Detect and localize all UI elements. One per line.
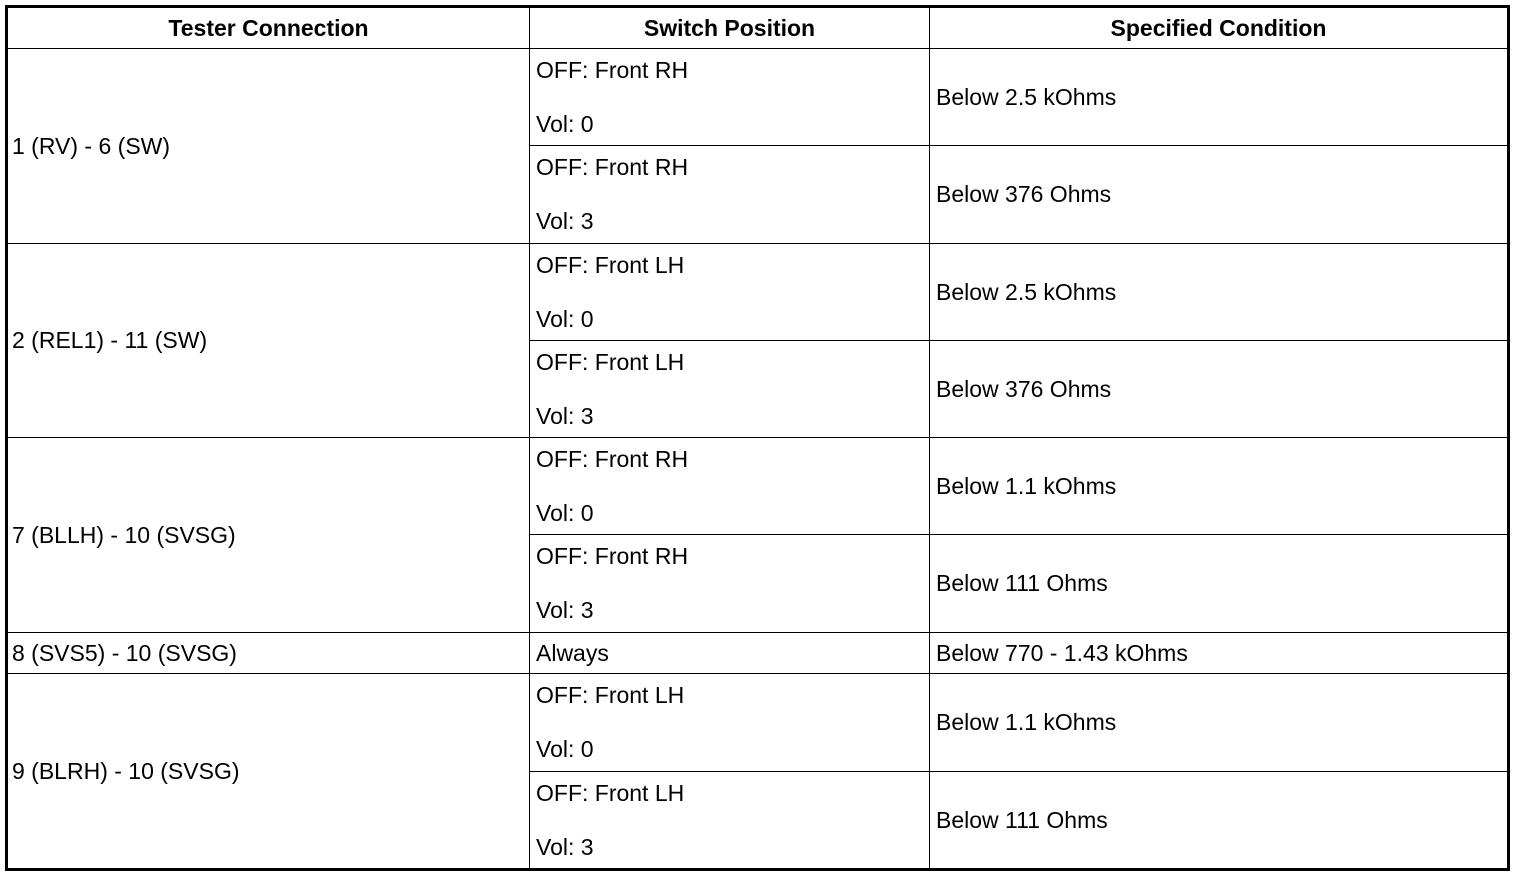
- header-tester-connection: Tester Connection: [7, 7, 530, 49]
- switch-state-text: OFF: Front LH: [536, 779, 685, 806]
- volume-text: Vol: 0: [536, 736, 594, 763]
- specified-condition-cell: Below 376 Ohms: [930, 340, 1509, 437]
- tester-connection-cell: 8 (SVS5) - 10 (SVSG): [7, 632, 530, 674]
- volume-text: Vol: 0: [536, 305, 594, 332]
- switch-position-cell: [530, 340, 930, 437]
- specified-condition-cell: Below 1.1 kOhms: [930, 674, 1509, 771]
- switch-state-text: OFF: Front RH: [536, 543, 689, 570]
- specification-table: [5, 5, 1510, 871]
- table-row: [7, 438, 1509, 535]
- specified-condition-cell: Below 770 - 1.43 kOhms: [930, 632, 1509, 674]
- volume-text: Vol: 3: [536, 208, 594, 235]
- table-row: [7, 674, 1509, 771]
- switch-state-text: OFF: Front RH: [536, 57, 689, 83]
- switch-position-cell: [530, 438, 930, 535]
- specified-condition-cell: Below 1.1 kOhms: [930, 438, 1509, 535]
- tester-connection-cell: 2 (REL1) - 11 (SW): [7, 243, 530, 438]
- volume-text: Vol: 3: [536, 597, 594, 624]
- switch-state-text: OFF: Front LH: [536, 251, 685, 278]
- tester-connection-cell: 7 (BLLH) - 10 (SVSG): [7, 438, 530, 633]
- header-row: [7, 7, 1509, 49]
- switch-position-cell: Always: [530, 632, 930, 674]
- switch-state-text: OFF: Front RH: [536, 154, 689, 181]
- switch-position-cell: [530, 535, 930, 632]
- volume-text: Vol: 0: [536, 500, 594, 527]
- switch-position-cell: [530, 49, 930, 146]
- volume-text: Vol: 0: [536, 111, 594, 137]
- specified-condition-cell: Below 2.5 kOhms: [930, 243, 1509, 340]
- volume-text: Vol: 3: [536, 402, 594, 429]
- tester-connection-cell: 9 (BLRH) - 10 (SVSG): [7, 674, 530, 870]
- table-row: [7, 632, 1509, 674]
- tester-connection-cell: 1 (RV) - 6 (SW): [7, 49, 530, 244]
- header-switch-position: Switch Position: [530, 7, 930, 49]
- specified-condition-cell: Below 111 Ohms: [930, 771, 1509, 869]
- switch-state-text: OFF: Front RH: [536, 446, 689, 473]
- switch-position-cell: [530, 146, 930, 243]
- header-specified-condition: Specified Condition: [930, 7, 1509, 49]
- switch-position-cell: [530, 243, 930, 340]
- switch-position-cell: [530, 771, 930, 869]
- table-row: [7, 243, 1509, 340]
- specified-condition-cell: Below 376 Ohms: [930, 146, 1509, 243]
- switch-state-text: OFF: Front LH: [536, 682, 685, 709]
- table-row: [7, 49, 1509, 146]
- specified-condition-cell: Below 2.5 kOhms: [930, 49, 1509, 146]
- switch-position-cell: [530, 674, 930, 771]
- volume-text: Vol: 3: [536, 833, 594, 860]
- specified-condition-cell: Below 111 Ohms: [930, 535, 1509, 632]
- switch-state-text: OFF: Front LH: [536, 348, 685, 375]
